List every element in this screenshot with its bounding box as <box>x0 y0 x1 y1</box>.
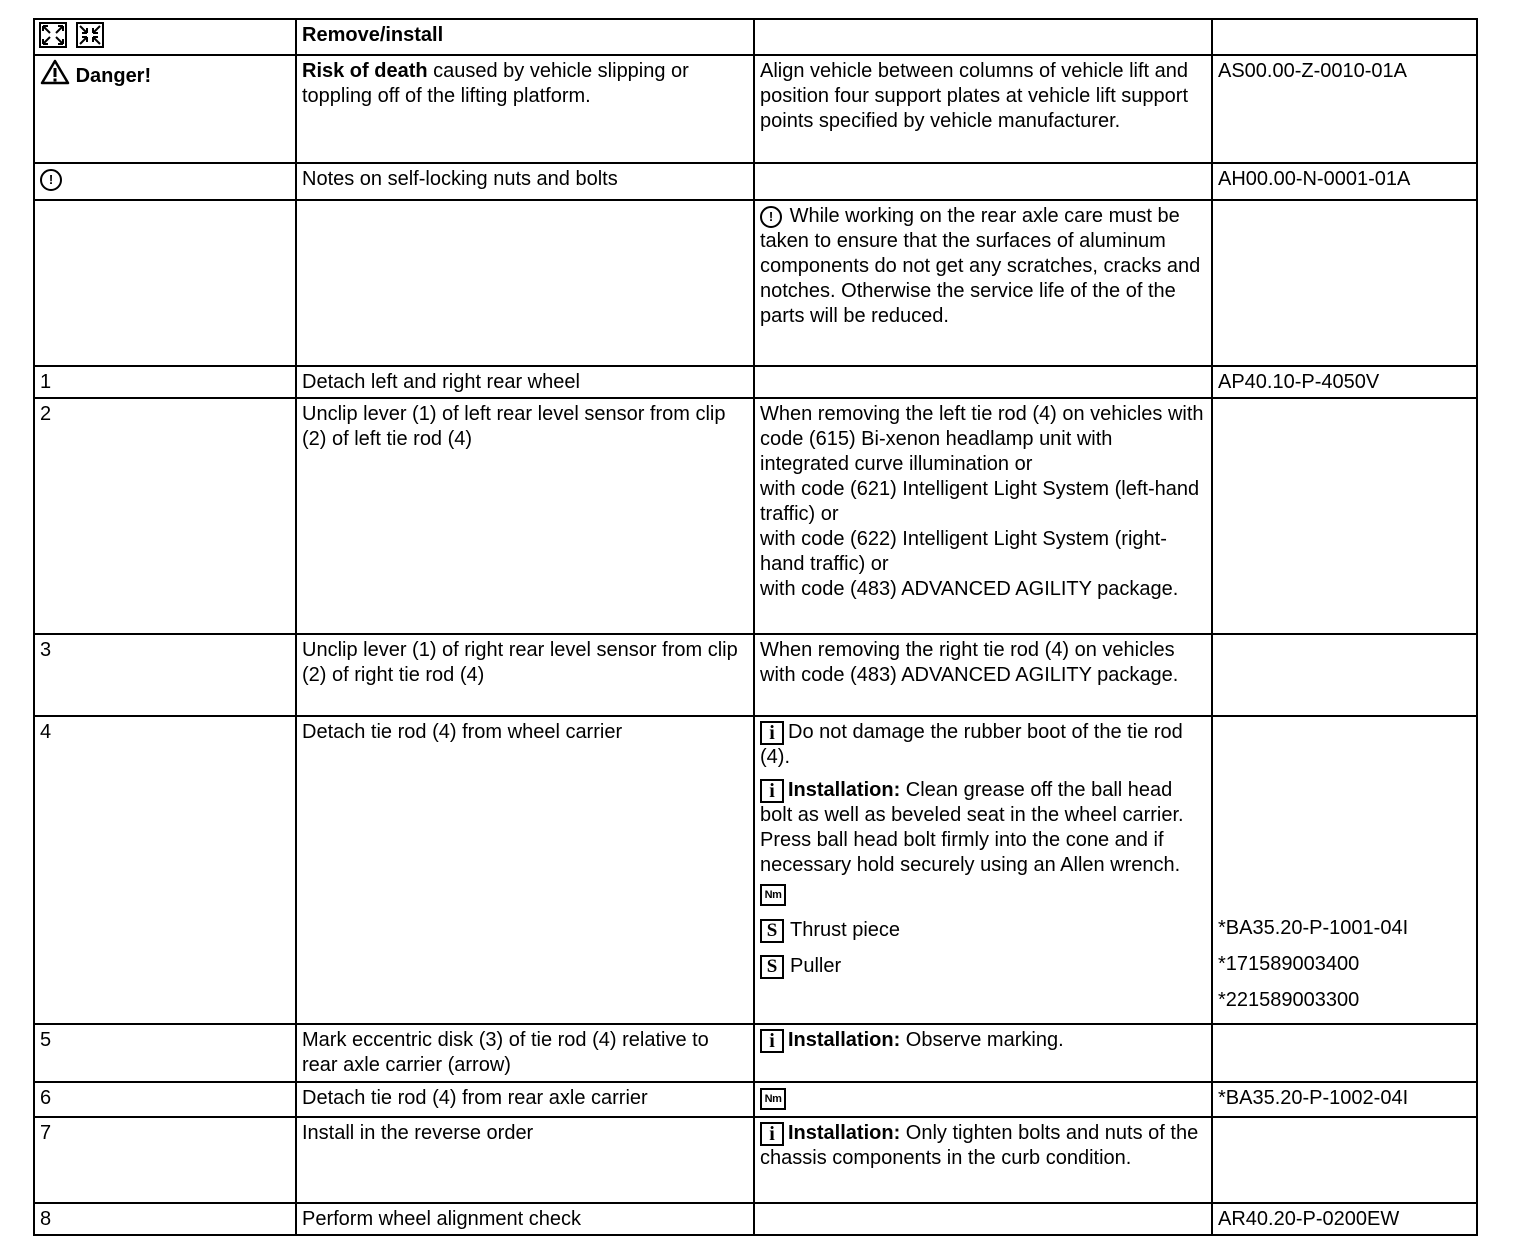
step-action: Perform wheel alignment check <box>296 1203 754 1235</box>
step-note-line: with code (483) ADVANCED AGILITY package. <box>760 578 1179 600</box>
step-note: Only tighten bolts and nuts of the chassis components in the curb condition. <box>760 1122 1199 1169</box>
warning-triangle-icon <box>40 59 70 85</box>
step-note: Clean grease off the ball head bolt as well as beveled seat in the wheel carrier. Press ball head bolt firmly into the cone and if necessary hold securely using an Allen wrench. <box>760 779 1184 876</box>
step-action: Unclip lever (1) of right rear level sensor from clip (2) of right tie rod (4) <box>296 634 754 716</box>
installation-label: Installation: <box>788 779 901 801</box>
step-note-line: with code (622) Intelligent Light System (right-hand traffic) or <box>760 528 1167 575</box>
info-icon: i <box>760 1122 784 1146</box>
expand-icon[interactable] <box>39 22 67 48</box>
step-number: 1 <box>34 366 296 398</box>
step-note: When removing the right tie rod (4) on vehicles with code (483) ADVANCED AGILITY package. <box>754 634 1212 716</box>
note-circle-icon: ! <box>40 169 62 191</box>
expand-collapse-cell <box>34 19 296 55</box>
table-row <box>34 1024 1477 1082</box>
danger-label: Danger! <box>75 65 152 87</box>
step-note: Do not damage the rubber boot of the tie rod (4). <box>760 721 1183 768</box>
page-title: Remove/install <box>296 19 754 55</box>
step-action: Install in the reverse order <box>296 1117 754 1203</box>
danger-row <box>34 55 1477 163</box>
notes-row <box>34 163 1477 200</box>
torque-icon[interactable]: Nm <box>760 1088 786 1110</box>
info-icon: i <box>760 721 784 745</box>
note-circle-icon: ! <box>760 206 782 228</box>
step-number: 8 <box>34 1203 296 1235</box>
step-ref-link[interactable]: AP40.10-P-4050V <box>1212 366 1477 398</box>
header-row <box>34 19 1477 55</box>
danger-ref-link[interactable]: AS00.00-Z-0010-01A <box>1212 55 1477 163</box>
step-ref-link[interactable]: AR40.20-P-0200EW <box>1212 1203 1477 1235</box>
torque-icon[interactable]: Nm <box>760 884 786 906</box>
info-icon: i <box>760 779 784 803</box>
notes-ref-link[interactable]: AH00.00-N-0001-01A <box>1212 163 1477 200</box>
risk-bold: Risk of death <box>302 60 428 82</box>
special-tool-icon[interactable]: S <box>760 919 784 943</box>
torque-ref-link[interactable]: *BA35.20-P-1001-04I <box>1218 917 1409 939</box>
step-number: 6 <box>34 1082 296 1117</box>
step-action: Detach left and right rear wheel <box>296 366 754 398</box>
step-ref-link[interactable]: *BA35.20-P-1002-04I <box>1212 1082 1477 1117</box>
step-note-line: When removing the left tie rod (4) on vehicles with code (615) Bi-xenon headlamp unit with integrated curve illumination or <box>760 403 1204 475</box>
table-row <box>34 1203 1477 1235</box>
info-icon: i <box>760 1029 784 1053</box>
step-action: Unclip lever (1) of left rear level sensor from clip (2) of left tie rod (4) <box>296 398 754 634</box>
step-number: 3 <box>34 634 296 716</box>
step-number: 5 <box>34 1024 296 1082</box>
step-note-line: with code (621) Intelligent Light System (left-hand traffic) or <box>760 478 1200 525</box>
table-row <box>34 716 1477 1024</box>
care-note-text: While working on the rear axle care must be taken to ensure that the surfaces of aluminum components do not get any scratches, cracks and notches. Otherwise the service life of the of the parts will be reduced. <box>760 205 1201 327</box>
step-number: 4 <box>34 716 296 1024</box>
installation-label: Installation: <box>788 1122 901 1144</box>
step-note: Observe marking. <box>900 1029 1064 1051</box>
step-number: 7 <box>34 1117 296 1203</box>
table-row <box>34 398 1477 634</box>
special-tool-icon[interactable]: S <box>760 955 784 979</box>
table-row <box>34 1082 1477 1117</box>
care-note-row <box>34 200 1477 366</box>
installation-label: Installation: <box>788 1029 901 1051</box>
tool-ref-link[interactable]: *171589003400 <box>1218 953 1360 975</box>
procedure-table <box>33 18 1478 1236</box>
tool-ref-link[interactable]: *221589003300 <box>1218 989 1360 1011</box>
step-action: Mark eccentric disk (3) of tie rod (4) relative to rear axle carrier (arrow) <box>296 1024 754 1082</box>
table-row <box>34 366 1477 398</box>
risk-text: caused by vehicle slipping or toppling off of the lifting platform. <box>302 60 689 107</box>
danger-instruction: Align vehicle between columns of vehicle lift and position four support plates at vehicle lift support points specified by vehicle manufacturer. <box>754 55 1212 163</box>
table-row <box>34 1117 1477 1203</box>
step-action: Detach tie rod (4) from wheel carrier <box>296 716 754 1024</box>
step-action: Detach tie rod (4) from rear axle carrier <box>296 1082 754 1117</box>
step-number: 2 <box>34 398 296 634</box>
table-row <box>34 634 1477 716</box>
tool-name: Puller <box>790 955 842 977</box>
tool-name: Thrust piece <box>790 919 901 941</box>
collapse-icon[interactable] <box>76 22 104 48</box>
notes-text: Notes on self-locking nuts and bolts <box>296 163 754 200</box>
